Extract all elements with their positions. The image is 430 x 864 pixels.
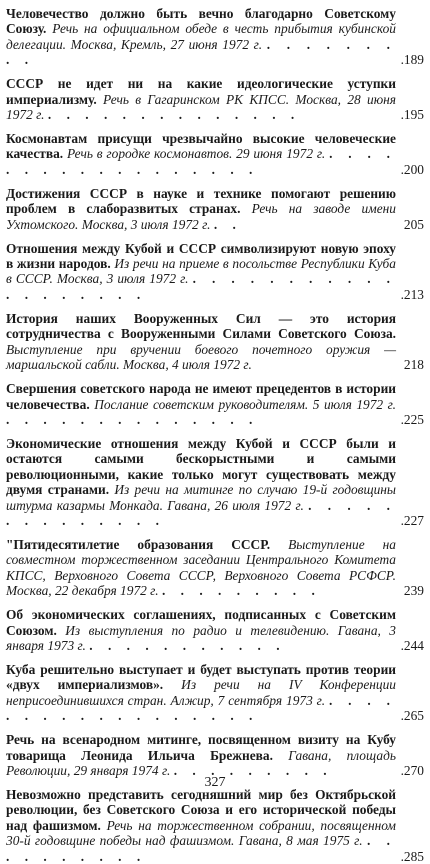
- entry-page-number: .227: [400, 512, 424, 528]
- entry-source: Послание советским руководителям. 5 июля 1972 г.: [94, 396, 396, 412]
- entry-title: Экономические отношения между Кубой и СССР были и остаются самыми бескорыстными и самыми революционными, какие только могут существовать между двумя странами.: [6, 435, 396, 498]
- dot-leader: . .: [213, 216, 242, 232]
- dot-leader: . . . . . . . . . . . . . . . . . .: [6, 146, 396, 177]
- dot-leader: . . . . . . . . .: [6, 36, 396, 68]
- entry-source: Из речи на приеме в посольстве Республики Куба в СССР. Москва, 3 июля 1972 г.: [6, 256, 396, 287]
- entry-page-number: .213: [400, 286, 424, 302]
- entry-title: СССР не идет ни на какие идеологические уступки империализму.: [6, 76, 396, 107]
- entry-title: Человечество должно быть вечно благодарно Советскому Союзу.: [6, 6, 396, 37]
- entry-page-number: .195: [400, 107, 424, 123]
- entry-title: Космонавтам присущи чрезвычайно высокие человеческие качества.: [6, 131, 396, 162]
- entry-title: "Пятидесятилетие образования СССР.: [6, 536, 271, 552]
- entry-title: Свершения советского народа не имеют прецедентов в истории человечества.: [6, 381, 396, 412]
- toc-entry: [6, 662, 424, 724]
- entry-title: Невозможно представить сегодняшний мир без Октябрьской революции, без Советского Союза и его исторической победы над фашизмом.: [6, 787, 396, 833]
- dot-leader: . . . . . . . . . . .: [89, 637, 286, 653]
- toc-entry: [6, 787, 424, 864]
- dot-leader: . . . . . . . . . .: [6, 833, 397, 864]
- entry-page-number: 205: [403, 216, 424, 232]
- entry-title: Отношения между Кубой и СССР символизируют новую эпоху в жизни народов.: [6, 240, 396, 272]
- entry-page-number: 239: [403, 583, 424, 599]
- toc-entry: [6, 732, 424, 778]
- dot-leader: . . . . . . . . .: [161, 583, 321, 599]
- toc-entry: [6, 186, 424, 232]
- toc-entry: [6, 311, 424, 373]
- toc-entry: [6, 6, 424, 68]
- entry-page-number: .244: [400, 637, 424, 653]
- entry-source: Речь на официальном обеде в честь прибытия кубинской делегации. Москва, Кремль, 27 июня 1972 г.: [6, 21, 396, 52]
- entry-source: Речь в городке космонавтов. 29 июня 1972 г.: [66, 146, 326, 162]
- toc-entry: [6, 241, 424, 303]
- entry-source: Гавана, площадь Революции, 29 января 1974 г.: [6, 747, 396, 778]
- entry-page-number: .270: [400, 763, 424, 778]
- dot-leader: . . . . . . . . . . . . . . . . . . .: [6, 271, 396, 302]
- entry-source: Речь в Гагаринском РК КПСС. Москва, 28 июня 1972 г.: [6, 91, 396, 123]
- entry-source: Речь на торжественном собрании, посвященном 30-й годовщине победы над фашизмом. Гавана, 8 мая 1975 г.: [6, 817, 396, 849]
- entry-page-number: .189: [400, 52, 424, 68]
- dot-leader: . . . . . . . . . . . . . .: [47, 107, 301, 123]
- dot-leader: . . . . . . . . . . . . . . . . . .: [6, 692, 396, 724]
- toc-entry: [6, 76, 424, 122]
- toc-entry: [6, 537, 424, 599]
- entry-source: Из речи на митинге по случаю 19-й годовщины штурма казармы Монкада. Гавана, 26 июля 1972 г.: [6, 482, 396, 513]
- entry-page-number: 218: [403, 357, 424, 373]
- entry-title: Достижения СССР в науке и технике помогают решению проблем в слаборазвитых странах.: [6, 185, 396, 217]
- entry-title: История наших Вооруженных Сил — это история сотрудничества с Вооруженными Силами Советского Союза.: [6, 310, 396, 342]
- toc-entry: [6, 131, 424, 177]
- dot-leader: . . . . . . . . .: [173, 763, 333, 778]
- entry-source: Выступление при вручении боевого почетного оружия — маршальской сабли. Москва, 4 июля 1972 г.: [6, 341, 396, 373]
- entry-source: Из выступления по радио и телевидению. Гавана, 3 января 1973 г.: [6, 622, 396, 653]
- entry-source: Из речи на IV Конференции неприсоединившихся стран. Алжир, 7 сентября 1973 г.: [6, 677, 396, 708]
- entry-title: Речь на всенародном митинге, посвященном визиту на Кубу товарища Леонида Ильича Брежнева.: [6, 732, 396, 763]
- page-number-footer: 327: [204, 775, 226, 790]
- dot-leader: . . . . . . . . . . . . . .: [6, 497, 396, 528]
- entry-page-number: .225: [400, 411, 424, 427]
- entry-page-number: .265: [400, 708, 424, 724]
- dot-leader: . . . . . . . . . . . . . .: [6, 411, 259, 427]
- entry-title: Об экономических соглашениях, подписанных с Советским Союзом.: [6, 607, 396, 638]
- entry-page-number: .285: [400, 848, 424, 864]
- toc-entry: [6, 607, 424, 653]
- entry-page-number: .200: [400, 161, 424, 177]
- entry-source: Выступление на совместном торжественном заседании Центрального Комитета КПСС, Верховного Совета СССР, Верховного Совета РСФСР. Москва, 22 декабря 1972 г.: [6, 536, 396, 599]
- entry-title: Куба решительно выступает и будет выступать против теории «двух империализмов».: [6, 661, 396, 693]
- toc-entry: [6, 436, 424, 528]
- entry-source: Речь на заводе имени Ухтомского. Москва, 3 июля 1972 г.: [6, 201, 396, 232]
- toc-entry: [6, 381, 424, 427]
